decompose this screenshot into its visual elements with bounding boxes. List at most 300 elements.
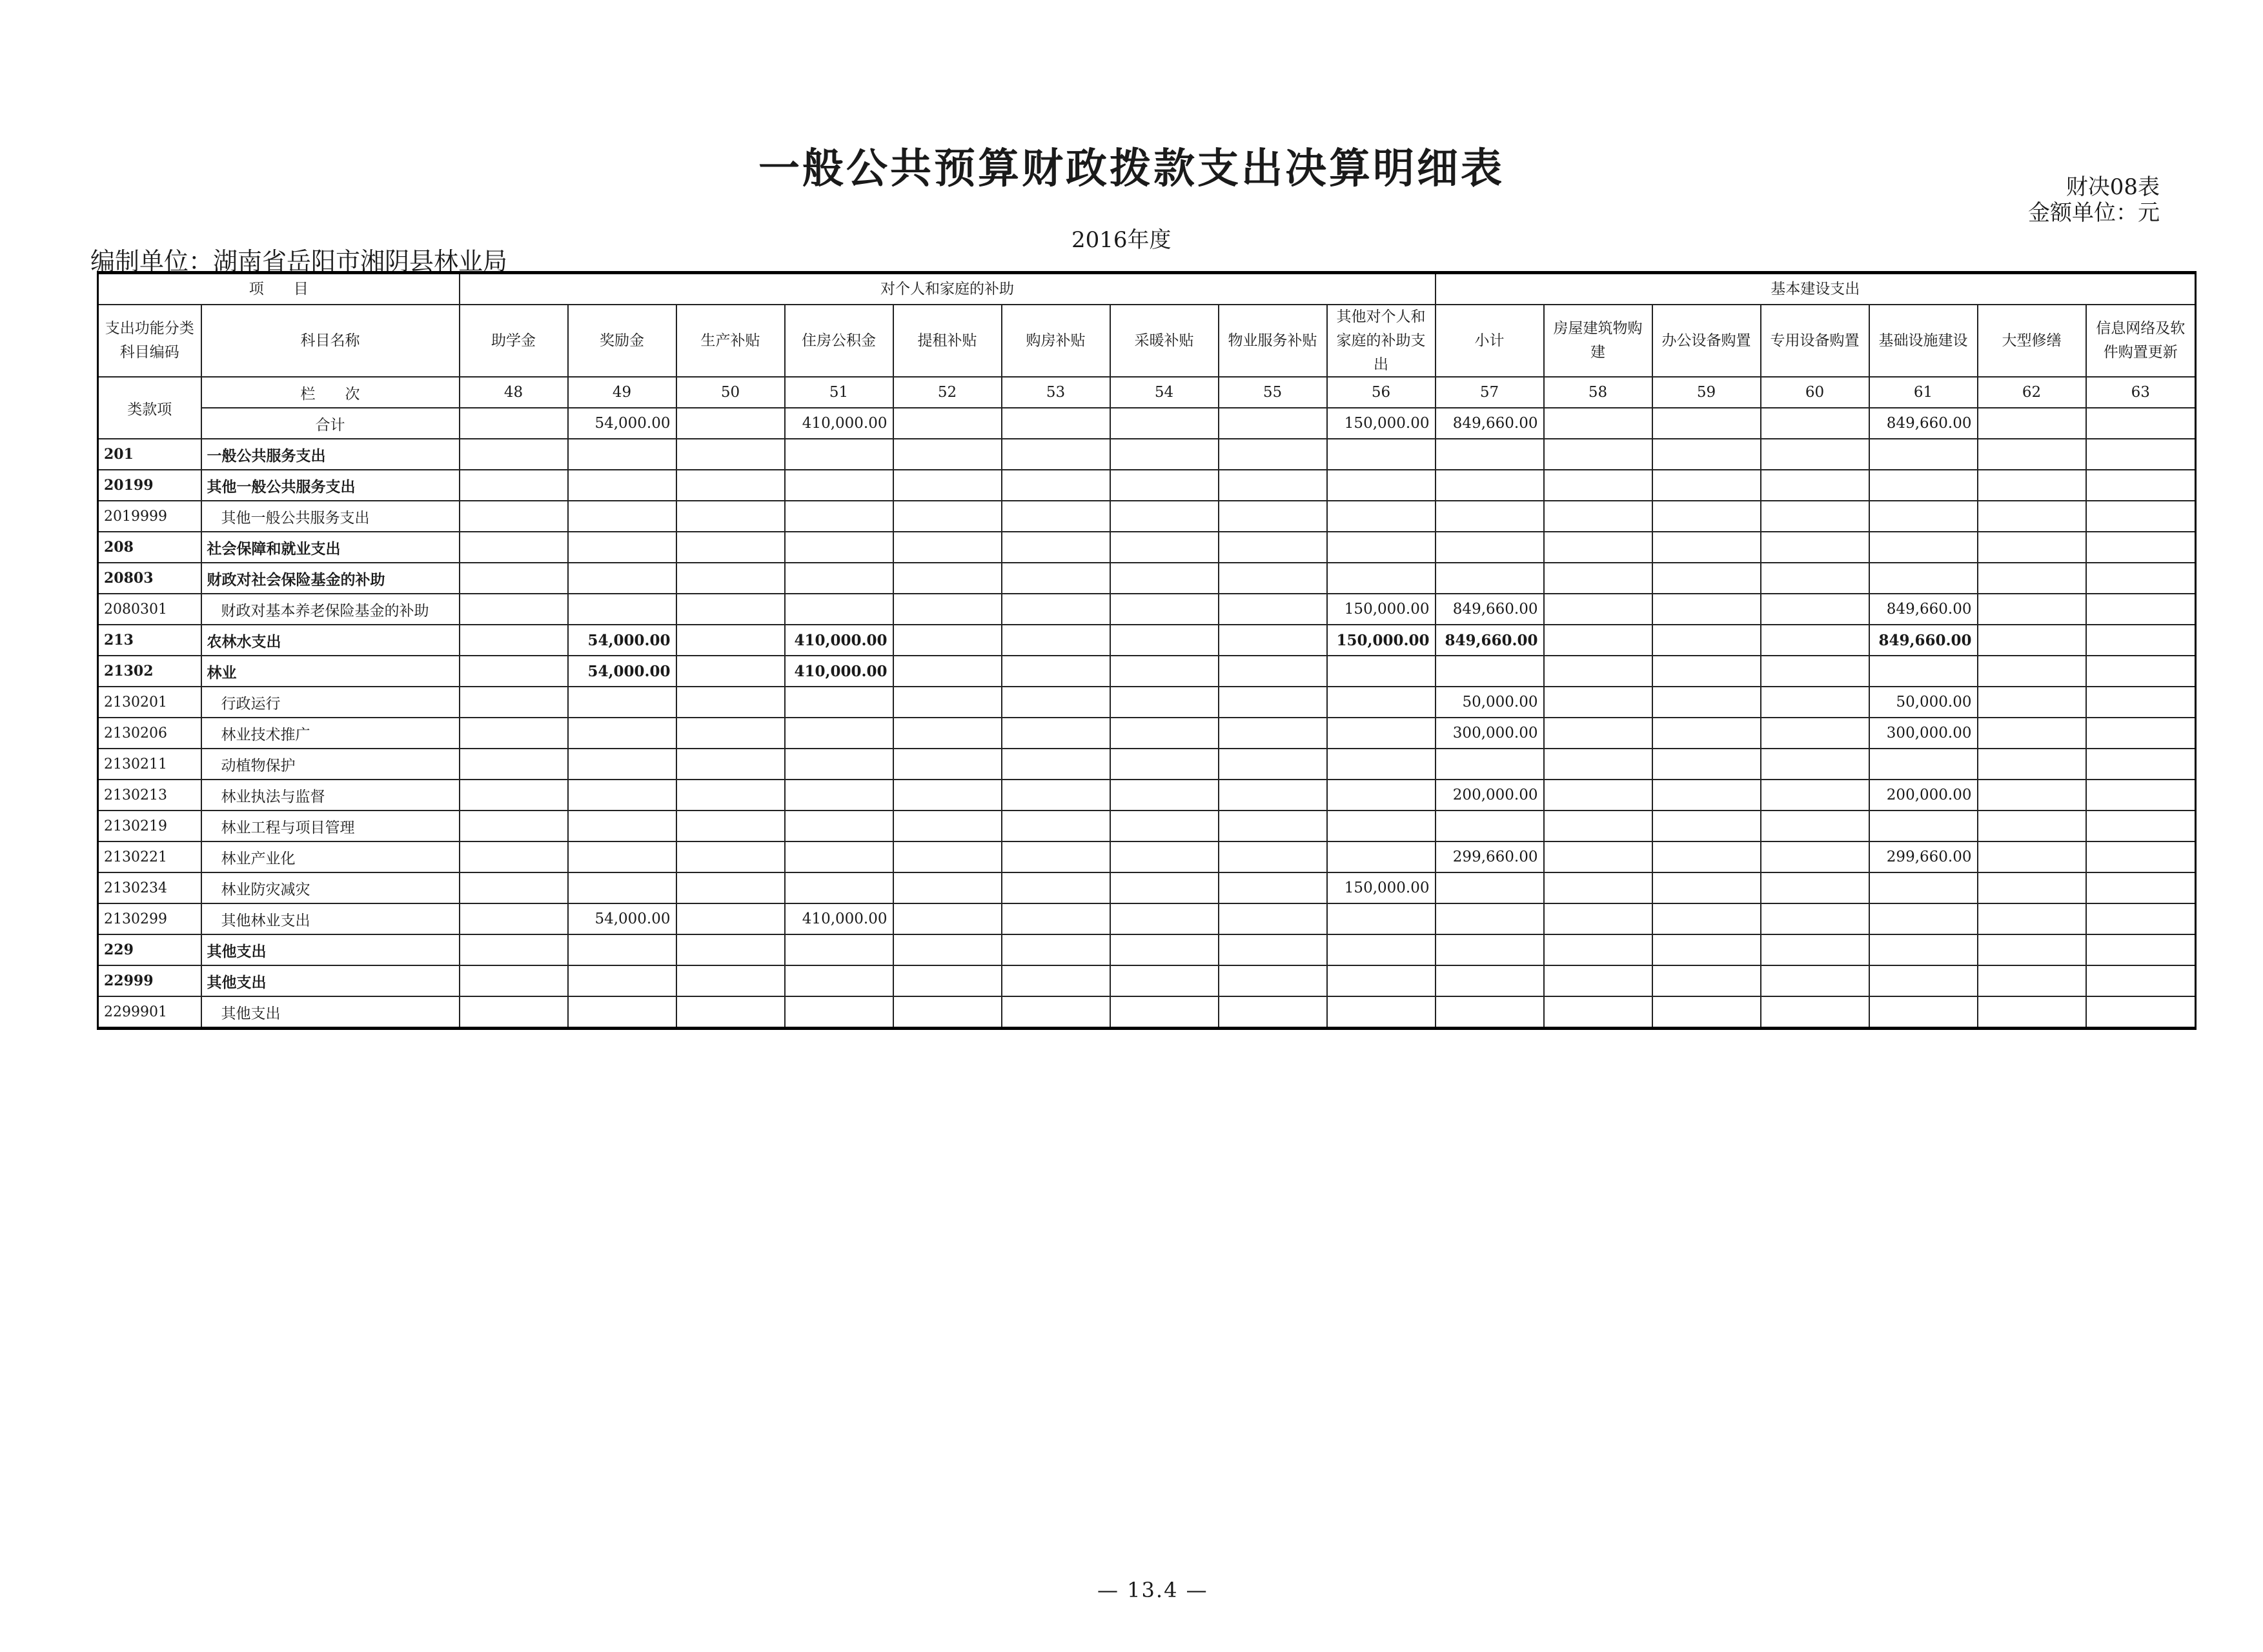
column-header: 办公设备购置 bbox=[1652, 305, 1761, 377]
amount-cell: 300,000.00 bbox=[1869, 718, 1978, 749]
amount-cell bbox=[1327, 563, 1436, 594]
amount-cell bbox=[1761, 656, 1869, 687]
column-header: 采暖补贴 bbox=[1110, 305, 1219, 377]
table-row bbox=[98, 811, 2196, 841]
total-cell: 150,000.00 bbox=[1327, 408, 1436, 439]
subject-code: 2130221 bbox=[98, 841, 201, 872]
total-cell bbox=[1978, 408, 2086, 439]
amount-cell bbox=[676, 965, 785, 996]
amount-cell bbox=[2086, 625, 2196, 656]
amount-cell bbox=[1869, 934, 1978, 965]
amount-cell bbox=[676, 934, 785, 965]
project-header: 项 目 bbox=[98, 273, 460, 305]
subject-name: 其他一般公共服务支出 bbox=[201, 470, 460, 501]
amount-cell bbox=[1869, 532, 1978, 563]
amount-cell bbox=[2086, 501, 2196, 532]
amount-cell bbox=[1110, 965, 1219, 996]
amount-cell bbox=[785, 965, 893, 996]
amount-cell bbox=[460, 749, 568, 780]
total-cell bbox=[1761, 408, 1869, 439]
amount-cell bbox=[568, 749, 676, 780]
amount-cell: 150,000.00 bbox=[1327, 872, 1436, 903]
amount-cell bbox=[2086, 872, 2196, 903]
amount-cell bbox=[1869, 563, 1978, 594]
table-row bbox=[98, 687, 2196, 718]
amount-cell bbox=[893, 687, 1002, 718]
lei-label: 类 bbox=[127, 401, 143, 418]
amount-cell bbox=[1110, 501, 1219, 532]
amount-cell bbox=[1761, 718, 1869, 749]
amount-cell bbox=[1002, 594, 1110, 625]
amount-cell: 150,000.00 bbox=[1327, 594, 1436, 625]
amount-cell bbox=[676, 749, 785, 780]
amount-cell bbox=[676, 656, 785, 687]
amount-cell bbox=[785, 811, 893, 841]
amount-cell bbox=[1002, 872, 1110, 903]
amount-cell bbox=[460, 841, 568, 872]
table-row bbox=[98, 749, 2196, 780]
column-number: 51 bbox=[785, 377, 893, 408]
amount-cell bbox=[568, 996, 676, 1029]
amount-cell: 54,000.00 bbox=[568, 656, 676, 687]
amount-cell: 410,000.00 bbox=[785, 903, 893, 934]
amount-cell bbox=[1761, 749, 1869, 780]
amount-cell bbox=[893, 749, 1002, 780]
amount-cell bbox=[2086, 439, 2196, 470]
amount-cell bbox=[1002, 780, 1110, 811]
amount-cell bbox=[1652, 718, 1761, 749]
amount-cell bbox=[893, 903, 1002, 934]
amount-cell bbox=[568, 934, 676, 965]
amount-cell bbox=[893, 811, 1002, 841]
amount-cell: 299,660.00 bbox=[1869, 841, 1978, 872]
amount-cell bbox=[460, 687, 568, 718]
xiang-label: 项 bbox=[157, 401, 172, 418]
amount-cell bbox=[1978, 563, 2086, 594]
amount-cell bbox=[2086, 903, 2196, 934]
amount-cell bbox=[1652, 594, 1761, 625]
amount-cell bbox=[1002, 996, 1110, 1029]
amount-cell bbox=[460, 594, 568, 625]
total-cell: 54,000.00 bbox=[568, 408, 676, 439]
amount-cell bbox=[568, 470, 676, 501]
amount-cell bbox=[568, 532, 676, 563]
amount-cell bbox=[1761, 563, 1869, 594]
amount-cell bbox=[893, 780, 1002, 811]
amount-cell bbox=[1327, 687, 1436, 718]
amount-cell bbox=[1978, 470, 2086, 501]
subject-name: 行政运行 bbox=[201, 687, 460, 718]
amount-cell bbox=[1436, 934, 1544, 965]
page-number: — 13.4 — bbox=[1097, 1578, 1208, 1602]
column-number: 58 bbox=[1544, 377, 1652, 408]
table-row bbox=[98, 718, 2196, 749]
amount-cell bbox=[1110, 532, 1219, 563]
subject-code: 20199 bbox=[98, 470, 201, 501]
amount-cell bbox=[1978, 687, 2086, 718]
amount-cell bbox=[1110, 718, 1219, 749]
amount-cell bbox=[1652, 780, 1761, 811]
table-row bbox=[98, 594, 2196, 625]
amount-cell bbox=[785, 563, 893, 594]
amount-cell bbox=[1327, 996, 1436, 1029]
amount-cell bbox=[1327, 439, 1436, 470]
amount-cell bbox=[1544, 687, 1652, 718]
amount-cell bbox=[2086, 563, 2196, 594]
amount-cell bbox=[1978, 934, 2086, 965]
amount-cell bbox=[2086, 532, 2196, 563]
amount-cell bbox=[1327, 934, 1436, 965]
column-header: 购房补贴 bbox=[1002, 305, 1110, 377]
amount-cell bbox=[1110, 687, 1219, 718]
subject-name: 林业 bbox=[201, 656, 460, 687]
page-title: 一般公共预算财政拨款支出决算明细表 bbox=[758, 145, 1505, 193]
amount-cell bbox=[1978, 656, 2086, 687]
amount-cell bbox=[1978, 811, 2086, 841]
table-row bbox=[98, 470, 2196, 501]
amount-cell bbox=[676, 718, 785, 749]
form-number: 财决08表 bbox=[2065, 174, 2160, 200]
amount-cell: 200,000.00 bbox=[1436, 780, 1544, 811]
amount-cell bbox=[1544, 439, 1652, 470]
amount-cell bbox=[1869, 872, 1978, 903]
amount-cell bbox=[1761, 594, 1869, 625]
amount-cell bbox=[1219, 718, 1327, 749]
amount-cell bbox=[1544, 965, 1652, 996]
table-row bbox=[98, 965, 2196, 996]
amount-cell bbox=[893, 563, 1002, 594]
amount-cell bbox=[1002, 841, 1110, 872]
amount-cell bbox=[893, 594, 1002, 625]
amount-cell bbox=[1544, 841, 1652, 872]
amount-cell bbox=[1219, 780, 1327, 811]
code-label-header: 支出功能分类科目编码 bbox=[98, 305, 201, 377]
amount-cell bbox=[676, 594, 785, 625]
amount-cell bbox=[1652, 563, 1761, 594]
amount-cell bbox=[1002, 749, 1110, 780]
column-number: 61 bbox=[1869, 377, 1978, 408]
amount-cell bbox=[1652, 532, 1761, 563]
amount-cell bbox=[1219, 965, 1327, 996]
amount-cell bbox=[1544, 594, 1652, 625]
amount-cell bbox=[1002, 625, 1110, 656]
amount-cell bbox=[1327, 718, 1436, 749]
amount-cell bbox=[676, 687, 785, 718]
amount-cell bbox=[1544, 811, 1652, 841]
subject-code: 208 bbox=[98, 532, 201, 563]
amount-cell bbox=[785, 439, 893, 470]
amount-cell bbox=[893, 841, 1002, 872]
amount-cell bbox=[568, 687, 676, 718]
amount-cell bbox=[1436, 872, 1544, 903]
amount-cell bbox=[1327, 841, 1436, 872]
amount-cell bbox=[785, 996, 893, 1029]
amount-cell bbox=[568, 718, 676, 749]
column-number: 50 bbox=[676, 377, 785, 408]
amount-cell bbox=[1327, 965, 1436, 996]
subject-name: 其他一般公共服务支出 bbox=[201, 501, 460, 532]
amount-cell bbox=[1219, 749, 1327, 780]
amount-cell bbox=[1978, 718, 2086, 749]
amount-cell bbox=[1652, 439, 1761, 470]
amount-cell bbox=[1978, 841, 2086, 872]
amount-cell bbox=[460, 903, 568, 934]
amount-cell bbox=[1544, 470, 1652, 501]
amount-cell bbox=[893, 934, 1002, 965]
amount-cell bbox=[1219, 625, 1327, 656]
column-number: 52 bbox=[893, 377, 1002, 408]
amount-cell bbox=[568, 563, 676, 594]
amount-cell bbox=[785, 934, 893, 965]
amount-cell bbox=[1219, 594, 1327, 625]
subject-name: 其他支出 bbox=[201, 996, 460, 1029]
amount-cell bbox=[568, 439, 676, 470]
amount-cell bbox=[676, 563, 785, 594]
column-number: 56 bbox=[1327, 377, 1436, 408]
amount-cell bbox=[1761, 687, 1869, 718]
subject-code: 2299901 bbox=[98, 996, 201, 1029]
column-number: 59 bbox=[1652, 377, 1761, 408]
subject-code: 229 bbox=[98, 934, 201, 965]
amount-cell bbox=[1544, 872, 1652, 903]
amount-cell bbox=[1652, 841, 1761, 872]
reporting-organization: 编制单位：湖南省岳阳市湘阴县林业局 bbox=[90, 247, 508, 276]
amount-cell bbox=[1761, 903, 1869, 934]
amount-cell bbox=[1219, 656, 1327, 687]
amount-cell: 54,000.00 bbox=[568, 625, 676, 656]
amount-cell bbox=[2086, 470, 2196, 501]
table-row bbox=[98, 563, 2196, 594]
amount-cell bbox=[1652, 996, 1761, 1029]
amount-cell bbox=[785, 718, 893, 749]
amount-cell bbox=[1219, 903, 1327, 934]
amount-cell bbox=[676, 501, 785, 532]
amount-cell bbox=[1544, 501, 1652, 532]
amount-cell bbox=[676, 872, 785, 903]
amount-cell bbox=[1002, 501, 1110, 532]
amount-cell bbox=[1002, 470, 1110, 501]
amount-cell bbox=[1761, 872, 1869, 903]
amount-cell bbox=[785, 872, 893, 903]
amount-cell bbox=[676, 439, 785, 470]
amount-cell bbox=[1327, 749, 1436, 780]
fiscal-year: 2016年度 bbox=[1071, 227, 1172, 253]
amount-cell bbox=[1652, 811, 1761, 841]
amount-cell bbox=[676, 470, 785, 501]
amount-cell bbox=[568, 780, 676, 811]
column-number: 57 bbox=[1436, 377, 1544, 408]
amount-cell: 849,660.00 bbox=[1869, 594, 1978, 625]
amount-cell bbox=[1544, 780, 1652, 811]
subject-code: 213 bbox=[98, 625, 201, 656]
amount-cell bbox=[1110, 749, 1219, 780]
amount-cell bbox=[1544, 656, 1652, 687]
column-number: 54 bbox=[1110, 377, 1219, 408]
amount-cell bbox=[1327, 811, 1436, 841]
amount-cell bbox=[1869, 439, 1978, 470]
amount-cell: 849,660.00 bbox=[1869, 625, 1978, 656]
amount-cell bbox=[1978, 872, 2086, 903]
amount-cell bbox=[1002, 687, 1110, 718]
amount-cell bbox=[2086, 811, 2196, 841]
amount-cell: 150,000.00 bbox=[1327, 625, 1436, 656]
total-cell bbox=[1002, 408, 1110, 439]
amount-cell bbox=[1110, 996, 1219, 1029]
subject-name: 其他林业支出 bbox=[201, 903, 460, 934]
subject-code: 2130299 bbox=[98, 903, 201, 934]
column-header: 房屋建筑物购建 bbox=[1544, 305, 1652, 377]
amount-cell bbox=[460, 532, 568, 563]
amount-cell bbox=[1978, 532, 2086, 563]
amount-cell bbox=[1219, 439, 1327, 470]
amount-cell bbox=[460, 625, 568, 656]
subject-code: 2130211 bbox=[98, 749, 201, 780]
amount-cell bbox=[460, 501, 568, 532]
amount-cell bbox=[1110, 439, 1219, 470]
amount-cell bbox=[893, 532, 1002, 563]
column-number: 62 bbox=[1978, 377, 2086, 408]
table-row bbox=[98, 903, 2196, 934]
amount-cell bbox=[1761, 470, 1869, 501]
amount-cell bbox=[893, 625, 1002, 656]
amount-cell bbox=[1652, 965, 1761, 996]
column-header: 大型修缮 bbox=[1978, 305, 2086, 377]
amount-cell bbox=[1110, 656, 1219, 687]
amount-cell bbox=[1110, 872, 1219, 903]
amount-cell bbox=[460, 934, 568, 965]
amount-cell bbox=[1978, 780, 2086, 811]
amount-cell bbox=[460, 656, 568, 687]
amount-cell bbox=[1436, 563, 1544, 594]
column-header: 基础设施建设 bbox=[1869, 305, 1978, 377]
amount-cell bbox=[1869, 996, 1978, 1029]
subject-code: 2130213 bbox=[98, 780, 201, 811]
amount-cell bbox=[1327, 780, 1436, 811]
amount-cell bbox=[1978, 996, 2086, 1029]
table-row bbox=[98, 625, 2196, 656]
amount-cell bbox=[785, 687, 893, 718]
total-cell: 849,660.00 bbox=[1436, 408, 1544, 439]
table-row bbox=[98, 656, 2196, 687]
amount-cell bbox=[1761, 841, 1869, 872]
column-header: 其他对个人和家庭的补助支出 bbox=[1327, 305, 1436, 377]
amount-cell bbox=[460, 563, 568, 594]
amount-cell bbox=[1869, 656, 1978, 687]
amount-cell bbox=[1652, 625, 1761, 656]
amount-cell bbox=[460, 470, 568, 501]
amount-cell bbox=[1978, 625, 2086, 656]
amount-cell bbox=[1652, 903, 1761, 934]
amount-cell bbox=[460, 811, 568, 841]
subject-code: 2130206 bbox=[98, 718, 201, 749]
amount-cell: 410,000.00 bbox=[785, 625, 893, 656]
column-number: 49 bbox=[568, 377, 676, 408]
column-number: 55 bbox=[1219, 377, 1327, 408]
amount-cell bbox=[676, 532, 785, 563]
subject-name-header: 科目名称 bbox=[201, 305, 460, 377]
amount-cell bbox=[568, 501, 676, 532]
total-cell bbox=[1219, 408, 1327, 439]
subject-code: 22999 bbox=[98, 965, 201, 996]
total-cell: 849,660.00 bbox=[1869, 408, 1978, 439]
subject-name: 其他支出 bbox=[201, 965, 460, 996]
column-header: 物业服务补贴 bbox=[1219, 305, 1327, 377]
subject-name: 财政对基本养老保险基金的补助 bbox=[201, 594, 460, 625]
amount-cell bbox=[785, 594, 893, 625]
subject-code: 2130234 bbox=[98, 872, 201, 903]
amount-cell bbox=[1761, 965, 1869, 996]
amount-cell bbox=[1110, 470, 1219, 501]
subject-name: 动植物保护 bbox=[201, 749, 460, 780]
amount-cell bbox=[1544, 749, 1652, 780]
amount-cell bbox=[893, 470, 1002, 501]
table-row bbox=[98, 780, 2196, 811]
amount-cell bbox=[460, 780, 568, 811]
amount-cell bbox=[893, 718, 1002, 749]
total-cell bbox=[893, 408, 1002, 439]
total-cell bbox=[1652, 408, 1761, 439]
table-row bbox=[98, 872, 2196, 903]
amount-cell: 54,000.00 bbox=[568, 903, 676, 934]
amount-cell bbox=[1761, 439, 1869, 470]
amount-cell bbox=[1436, 439, 1544, 470]
amount-cell bbox=[893, 996, 1002, 1029]
amount-cell bbox=[1544, 934, 1652, 965]
subject-name: 其他支出 bbox=[201, 934, 460, 965]
table-row bbox=[98, 439, 2196, 470]
amount-cell bbox=[893, 965, 1002, 996]
amount-cell bbox=[785, 532, 893, 563]
amount-cell bbox=[1978, 594, 2086, 625]
amount-cell bbox=[2086, 718, 2196, 749]
column-header: 提租补贴 bbox=[893, 305, 1002, 377]
total-cell: 410,000.00 bbox=[785, 408, 893, 439]
subject-name: 财政对社会保险基金的补助 bbox=[201, 563, 460, 594]
column-number-label: 栏 次 bbox=[201, 377, 460, 408]
amount-cell bbox=[1761, 532, 1869, 563]
amount-cell bbox=[1978, 903, 2086, 934]
amount-cell bbox=[1110, 903, 1219, 934]
amount-cell bbox=[1544, 996, 1652, 1029]
amount-cell bbox=[676, 811, 785, 841]
amount-cell bbox=[2086, 841, 2196, 872]
amount-cell bbox=[460, 965, 568, 996]
subject-name: 社会保障和就业支出 bbox=[201, 532, 460, 563]
amount-cell bbox=[1544, 718, 1652, 749]
amount-cell bbox=[676, 996, 785, 1029]
amount-cell bbox=[676, 841, 785, 872]
table-row bbox=[98, 532, 2196, 563]
subject-code: 20803 bbox=[98, 563, 201, 594]
amount-cell: 849,660.00 bbox=[1436, 625, 1544, 656]
amount-cell bbox=[1978, 965, 2086, 996]
amount-cell bbox=[1436, 811, 1544, 841]
amount-cell bbox=[1652, 749, 1761, 780]
amount-cell bbox=[1110, 594, 1219, 625]
subject-name: 林业防灾减灾 bbox=[201, 872, 460, 903]
amount-cell bbox=[1002, 532, 1110, 563]
amount-cell bbox=[2086, 656, 2196, 687]
amount-cell bbox=[1544, 625, 1652, 656]
amount-cell bbox=[2086, 594, 2196, 625]
amount-cell bbox=[1544, 532, 1652, 563]
amount-cell bbox=[1761, 811, 1869, 841]
column-header: 小计 bbox=[1436, 305, 1544, 377]
total-cell bbox=[676, 408, 785, 439]
amount-cell bbox=[785, 780, 893, 811]
table-row bbox=[98, 996, 2196, 1029]
amount-cell bbox=[1869, 749, 1978, 780]
